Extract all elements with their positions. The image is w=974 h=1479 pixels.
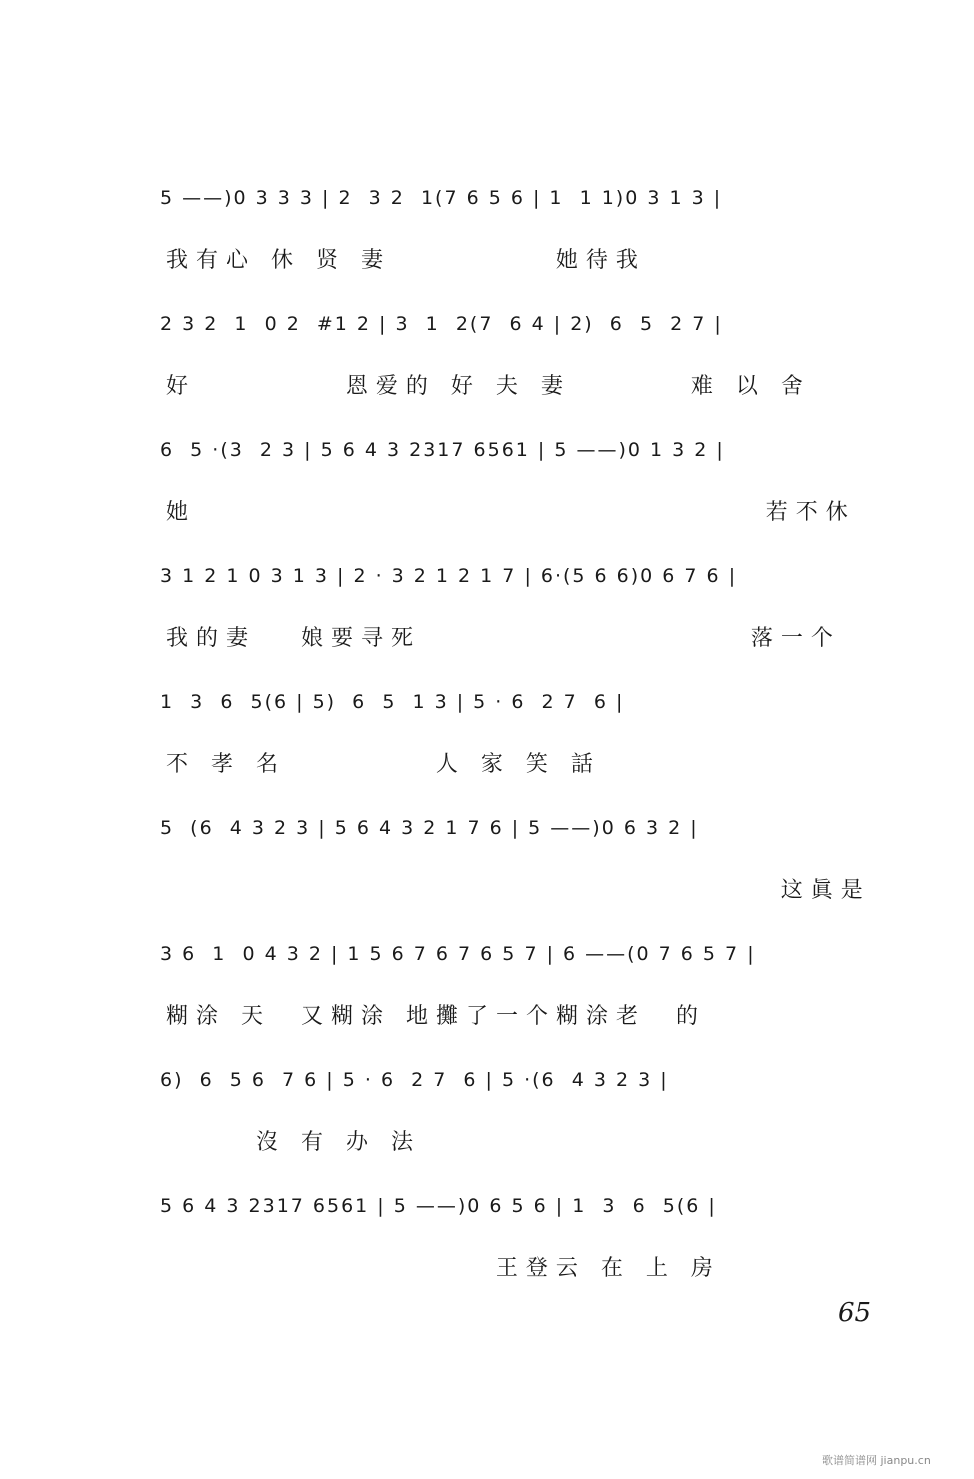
jianpu-notes: 6 5 ·(3 2 3 | 5 6 4 3 2317 6561 | 5 ——)0 1 3 2 | (160, 439, 725, 461)
score-system (160, 682, 900, 792)
score-system (160, 178, 900, 288)
jianpu-notes: 3 1 2 1 0 3 1 3 | 2 · 3 2 1 2 1 7 | 6·(5 6 6)0 6 7 6 | (160, 565, 738, 587)
lyrics-line: 不 孝 名 人 家 笑 話 (166, 752, 601, 777)
score-system (160, 1186, 900, 1296)
jianpu-notes: 3 6 1 0 4 3 2 | 1 5 6 7 6 7 6 5 7 | 6 ——(0 7 6 5 7 | (160, 943, 756, 965)
lyrics-line: 她 若不休 (166, 500, 856, 525)
lyrics-line: 王登云 在 上 房 (166, 1256, 721, 1281)
score-system (160, 1060, 900, 1170)
lyrics-line: 我有心 休 贤 妻 她待我 (166, 248, 646, 273)
jianpu-notes: 2 3 2 1 0 2 #1 2 | 3 1 2(7 6 4 | 2) 6 5 2 7 | (160, 313, 723, 335)
watermark-text: 歌谱简谱网 jianpu.cn (822, 1454, 931, 1467)
lyrics-line: 这眞是 (166, 878, 871, 903)
score-system (160, 556, 900, 666)
jianpu-notes: 5 6 4 3 2317 6561 | 5 ——)0 6 5 6 | 1 3 6 5(6 | (160, 1195, 717, 1217)
lyrics-line: 沒 有 办 法 (166, 1130, 421, 1155)
jianpu-notes: 5 (6 4 3 2 3 | 5 6 4 3 2 1 7 6 | 5 ——)0 6 3 2 | (160, 817, 699, 839)
score-system (160, 430, 900, 540)
jianpu-notes: 1 3 6 5(6 | 5) 6 5 1 3 | 5 · 6 2 7 6 | (160, 691, 625, 713)
score-system (160, 808, 900, 918)
lyrics-line: 糊涂 天 又糊涂 地攤了一个糊涂老 的 (166, 1004, 706, 1029)
jianpu-notes: 5 ——)0 3 3 3 | 2 3 2 1(7 6 5 6 | 1 1 1)0 3 1 3 | (160, 187, 723, 209)
lyrics-line: 好 恩爱的 好 夫 妻 难 以 舍 (166, 374, 811, 399)
page-number: 65 (838, 1298, 872, 1328)
score-system (160, 934, 900, 1044)
score-system (160, 304, 900, 414)
lyrics-line: 我的妻 娘要寻死 落一个 (166, 626, 841, 651)
jianpu-notes: 6) 6 5 6 7 6 | 5 · 6 2 7 6 | 5 ·(6 4 3 2 3 | (160, 1069, 669, 1091)
